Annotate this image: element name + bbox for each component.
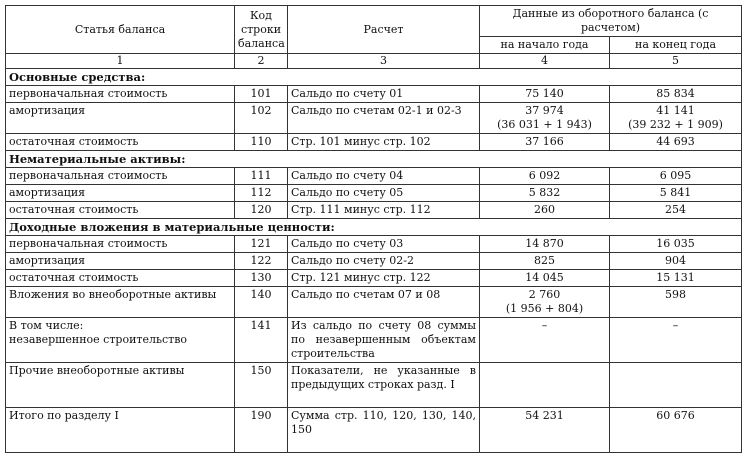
table-row [6,408,742,453]
cell-code: 141 [235,318,288,363]
end-breakdown: (39 232 + 1 909) [628,118,723,131]
cell-code: 130 [235,270,288,287]
cell-end [610,408,742,453]
cell-start [480,202,610,219]
article-text: Прочие внеоборотные активы [9,364,185,377]
cell-calc: Стр. 101 минус стр. 102 [288,134,480,151]
table-row [6,134,742,151]
cell-start [480,168,610,185]
balance-table [5,5,742,453]
cell-article [6,86,235,103]
cell-calc: Сальдо по счету 03 [288,236,480,253]
cell-article [6,185,235,202]
article-subtext: незавершенное строительство [9,333,188,346]
cell-end [610,270,742,287]
cell-end [610,318,742,363]
cell-code: 101 [235,86,288,103]
cell-start [480,253,610,270]
column-number: 2 [235,54,288,69]
cell-end [610,287,742,318]
table-row [6,253,742,270]
column-number: 4 [480,54,610,69]
end-value: 41 141 [656,104,695,117]
cell-start [480,287,610,318]
start-value: – [541,319,548,332]
cell-end [610,86,742,103]
cell-start [480,363,610,408]
table-row [6,168,742,185]
start-value: 2 760 [528,288,561,301]
header-code: Код строки баланса [235,6,288,54]
column-number: 5 [610,54,742,69]
start-value: 6 092 [528,169,561,182]
cell-article [6,363,235,408]
table-row [6,185,742,202]
cell-article [6,202,235,219]
cell-end [610,168,742,185]
start-value: 14 870 [525,237,564,250]
cell-article [6,103,235,134]
cell-code: 140 [235,287,288,318]
cell-end [610,363,742,408]
article-text: первоначальная стоимость [9,87,168,100]
table-body [6,69,742,453]
cell-calc: Сальдо по счету 05 [288,185,480,202]
cell-start [480,236,610,253]
cell-calc: Сальдо по счетам 02-1 и 02-3 [288,103,480,134]
cell-end [610,253,742,270]
section-title: Доходные вложения в материальные ценности: [6,219,742,236]
cell-code: 122 [235,253,288,270]
cell-end [610,103,742,134]
article-text: амортизация [9,104,86,117]
article-text: амортизация [9,254,86,267]
cell-calc: Стр. 121 минус стр. 122 [288,270,480,287]
cell-start [480,318,610,363]
cell-article [6,318,235,363]
table-row [6,363,742,408]
article-text: первоначальная стоимость [9,169,168,182]
cell-code: 111 [235,168,288,185]
cell-article [6,408,235,453]
end-value: 6 095 [659,169,692,182]
cell-calc: Сальдо по счету 01 [288,86,480,103]
cell-code: 121 [235,236,288,253]
article-text: амортизация [9,186,86,199]
cell-start [480,86,610,103]
cell-start [480,103,610,134]
cell-end [610,202,742,219]
cell-calc: Сумма стр. 110, 120, 130, 140, 150 [288,408,480,453]
cell-code: 190 [235,408,288,453]
section-title: Нематериальные активы: [6,151,742,168]
article-text: Вложения во внеоборотные активы [9,288,217,301]
column-numbers-row [6,54,742,69]
end-value: 85 834 [656,87,695,100]
cell-article [6,270,235,287]
article-text: В том числе: [9,319,84,332]
column-number: 1 [6,54,235,69]
end-value: 16 035 [656,237,695,250]
end-value: 15 131 [656,271,695,284]
table-row [6,236,742,253]
article-text: остаточная стоимость [9,135,139,148]
table-row [6,287,742,318]
table-row [6,86,742,103]
start-value: 75 140 [525,87,564,100]
section-header-row [6,69,742,86]
cell-end [610,185,742,202]
cell-end [610,236,742,253]
cell-code: 150 [235,363,288,408]
table-row [6,103,742,134]
table-row [6,202,742,219]
cell-calc: Сальдо по счету 02-2 [288,253,480,270]
table-row [6,318,742,363]
header-calc: Расчет [288,6,480,54]
article-text: Итого по разделу I [9,409,119,422]
cell-article [6,236,235,253]
cell-article [6,287,235,318]
end-value: 904 [665,254,686,267]
cell-end [610,134,742,151]
cell-article [6,168,235,185]
article-text: остаточная стоимость [9,271,139,284]
section-header-row [6,151,742,168]
start-value: 54 231 [525,409,564,422]
cell-calc: Стр. 111 минус стр. 112 [288,202,480,219]
cell-calc: Из сальдо по счету 08 суммы по незавершенным объектам строительства [288,318,480,363]
cell-calc: Сальдо по счету 04 [288,168,480,185]
article-text: первоначальная стоимость [9,237,168,250]
section-title: Основные средства: [6,69,742,86]
cell-start [480,408,610,453]
column-number: 3 [288,54,480,69]
cell-article [6,253,235,270]
cell-article [6,134,235,151]
start-value: 825 [534,254,555,267]
start-value: 37 974 [525,104,564,117]
start-breakdown: (36 031 + 1 943) [497,118,592,131]
header-end: на конец года [610,37,742,54]
section-header-row [6,219,742,236]
cell-code: 110 [235,134,288,151]
end-value: 60 676 [656,409,695,422]
cell-code: 112 [235,185,288,202]
cell-calc: Показатели, не указанные в предыдущих строках разд. I [288,363,480,408]
start-breakdown: (1 956 + 804) [505,302,584,315]
header-article: Статья баланса [6,6,235,54]
header-data: Данные из оборотного баланса (с расчетом) [480,6,742,37]
end-value: 44 693 [656,135,695,148]
end-value: 598 [665,288,686,301]
end-value: – [672,319,679,332]
end-value: 254 [665,203,686,216]
article-text: остаточная стоимость [9,203,139,216]
start-value: 260 [534,203,555,216]
cell-calc: Сальдо по счетам 07 и 08 [288,287,480,318]
cell-code: 102 [235,103,288,134]
table-row [6,270,742,287]
start-value: 5 832 [528,186,561,199]
cell-start [480,185,610,202]
start-value: 37 166 [525,135,564,148]
cell-start [480,134,610,151]
start-value: 14 045 [525,271,564,284]
end-value: 5 841 [659,186,692,199]
cell-start [480,270,610,287]
header-start: на начало года [480,37,610,54]
cell-code: 120 [235,202,288,219]
